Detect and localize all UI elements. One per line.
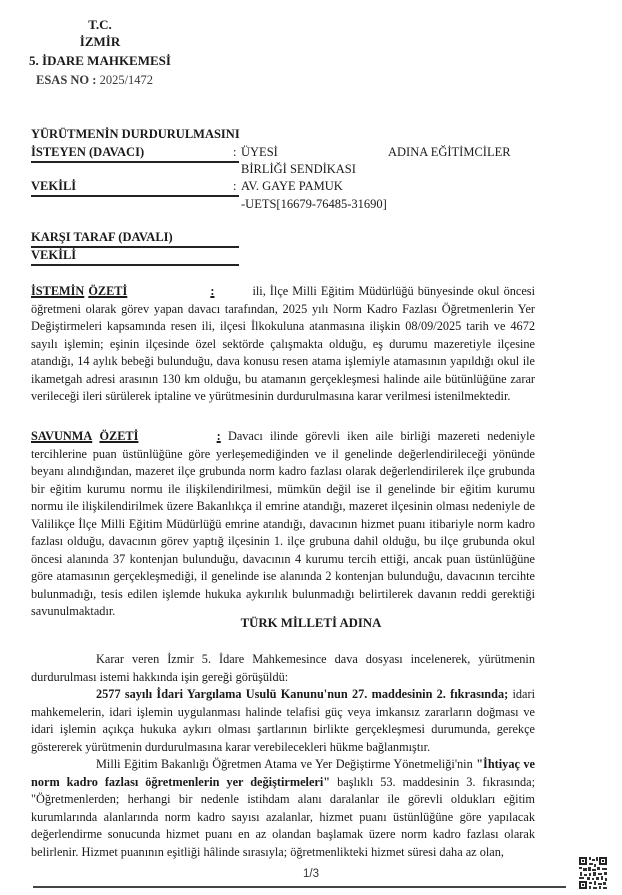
defense-colon: : xyxy=(216,429,221,443)
body-paragraph-1: Karar veren İzmir 5. İdare Mahkemesince dava dosyası incelenerek, yürütmenin durdurulması istemi hakkında işin gereği görüşüldü: xyxy=(31,652,535,684)
claim-colon: : xyxy=(210,284,215,298)
claim-label-a: İSTEMİN xyxy=(31,284,85,298)
attorney-label: VEKİLİ xyxy=(31,179,77,193)
qr-code-icon xyxy=(578,856,608,890)
header-court: 5. İDARE MAHKEMESİ xyxy=(29,53,171,68)
attorney-colon: : xyxy=(233,179,237,193)
claim-text: ili, İlçe Milli Eğitim Müdürlüğü bünyesinde okul öncesi öğretmeni olarak görev yapan davacı tarafından, 2025 yılı Norm Kadro Fazlası Öğretmenlerin Yer Değiştirmeleri kapsamında resen ili, ilçesi İlkokuluna atanmasına ilişkin 08/09/2025 tarih ve 4672 sayılı işlemin; eşinin ilçesinde özel sektörde çalışmakta olduğu, eş durumu mazeretiyle ilçesine atandığı, 14 aylık bebeği bulunduğu, dava konusu resen atama işlemiyle atamasının yapıldığı okul ile ikametgah adresi arasının 130 km olduğu, bu atamanın gerçekleşmesi halinde aile bütünlüğüne zarar verileceği ileri sürülerek iptaline ve yürütmesinin durdurulmasına karar verilmesi istenilmektedir. xyxy=(31,284,535,403)
defense-summary xyxy=(31,428,535,621)
body-paragraph-3-text: başlıklı 53. maddesinin 3. fıkrasında; "Öğretmenlerden; herhangi bir nedenle istihdam alanı daralanlar ile görevli oldukları eğitim kurumlarında alanlarında norm kadro sayısı azalanlar, hizmet puanı üstünlüğüne göre yapılacak değerlendirme sonucunda hizmet puanı en az olandan başlamak üzere norm kadro fazlası olarak belirlenir. Hizmet puanının eşitliği hâlinde sırasıyla; öğretmenlikteki hizmet süresi daha az olan, xyxy=(31,774,535,859)
plaintiff-value-c: BİRLİĞİ SENDİKASI xyxy=(241,162,356,176)
header-city: İZMİR xyxy=(79,34,121,49)
body-paragraph-2 xyxy=(31,686,535,756)
defendant-attorney-underline xyxy=(31,264,239,266)
body-paragraph-3-intro: Milli Eğitim Bakanlığı Öğretmen Atama ve Yer Değiştirme Yönetmeliği'nin xyxy=(96,757,477,771)
regulation-title: "İhtiyaç ve norm kadro fazlası öğretmenlerin yer değiştirmeleri" xyxy=(31,757,535,789)
attorney-uets: -UETS[16679-76485-31690] xyxy=(241,197,387,211)
defense-text: Davacı ilinde görevli iken aile birliği mazereti nedeniyle tercihlerine puan üstünlüğüne göre yerleşemediğinden ve il genelinde değerlendirileceği yönünde beyanı alındığından, mazeret ilçe grubunda norm kadro fazlası olarak değerlendirilerek ilçe grubunda bir eğitim kurumu normu ile ilişkilendirilmesi, mümkün değil ise il genelinde bir eğitim kurumu normu ile ilişkilendirilmek üzere Bakanlıkça il emrine atandığı, mazeret ilçesinin olması nedeniyle de Valilikçe İlçe Milli Eğitim Müdürlüğü emrine atandığı, davacının hizmet puanı itibariyle norm kadro fazlası olduğu, davacının görev yaptığ ilçesinin 1. ilçe grubuna dahil olduğu, bu ilçe grubunda okul öncesi alanında 37 kontenjan bulunduğu, davacının 4 kurumu tercih ettiği, ancak puan üstünlüğüne göre atamasının gerçekleşmediği, il genelinde ise alanında 2 kontenjan bulunduğu, davacının tercihte bulunmadığı, tesis edilen işlemde hukuka aykırılık bulunmadığı belirtilerek davanın reddi gerektiği savunulmaktadır. xyxy=(31,429,535,618)
page-number: 1/3 xyxy=(303,868,319,880)
case-number-value: 2025/1472 xyxy=(99,73,154,87)
parties-title: YÜRÜTMENİN DURDURULMASINI xyxy=(31,127,240,141)
defendant-attorney-label: VEKİLİ xyxy=(31,248,77,262)
defense-label-b: ÖZETİ xyxy=(99,429,139,443)
plaintiff-value-a: ÜYESİ xyxy=(241,145,278,159)
case-number-label: ESAS NO : xyxy=(36,73,97,87)
case-number xyxy=(36,73,153,88)
plaintiff-value-b: ADINA EĞİTİMCİLER xyxy=(388,145,511,159)
body-paragraph-2-text: idari mahkemelerin, idari işlemin uygulanması halinde telafisi güç veya imkansız zararların doğması ve idari işlemin açıkça hukuka aykırı olması şartlarının birlikte gerçekleşmesi durumunda, gerekçe göstererek yürütmenin durdurulmasına karar verebilecekleri hükme bağlanmıştır. xyxy=(31,687,535,754)
plaintiff-underline xyxy=(31,161,239,163)
verdict-title: TÜRK MİLLETİ ADINA xyxy=(240,616,382,630)
defendant-label: KARŞI TARAF (DAVALI) xyxy=(31,230,173,244)
plaintiff-label: İSTEYEN (DAVACI) xyxy=(31,145,145,159)
claim-label-b: ÖZETİ xyxy=(88,284,128,298)
defense-label-a: SAVUNMA xyxy=(31,429,93,443)
attorney-value: AV. GAYE PAMUK xyxy=(241,179,343,193)
header-tc: T.C. xyxy=(88,17,112,32)
footer-divider xyxy=(33,886,566,888)
body-paragraph-3 xyxy=(31,756,535,861)
claim-summary xyxy=(31,283,535,406)
law-reference: 2577 sayılı İdari Yargılama Usulü Kanunu'nun 27. maddesinin 2. fıkrasında; xyxy=(96,687,509,701)
plaintiff-colon: : xyxy=(233,145,237,159)
attorney-underline xyxy=(31,195,239,197)
decision-body xyxy=(31,651,535,861)
